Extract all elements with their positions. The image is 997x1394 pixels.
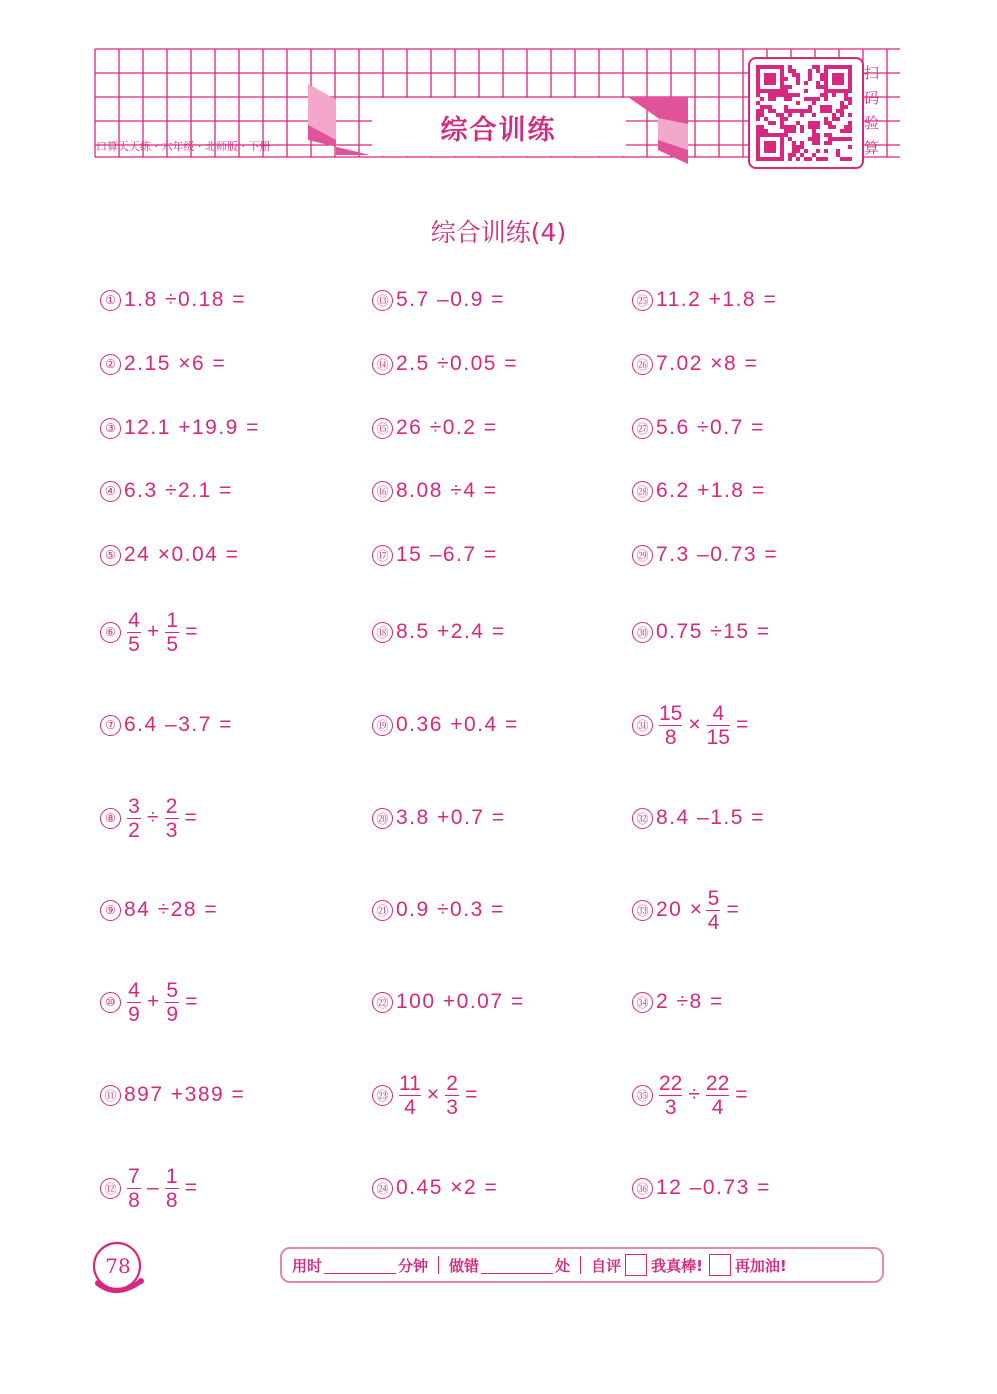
problem-number: ⑧ — [100, 808, 121, 829]
expression: 2.5 ÷0.05 = — [396, 352, 519, 375]
operator: = — [735, 713, 749, 736]
problem-item — [100, 1065, 245, 1125]
great-checkbox[interactable] — [625, 1254, 647, 1276]
problem-number: ⑪ — [100, 1085, 121, 1106]
fraction-numerator: 15 — [659, 701, 683, 725]
problem-number: ⑮ — [372, 418, 393, 439]
problem-number: ⑱ — [372, 622, 393, 643]
more-checkbox[interactable] — [709, 1254, 731, 1276]
problem-number: ㉝ — [632, 900, 653, 921]
problem-item — [372, 1065, 480, 1125]
problem-item — [372, 695, 519, 755]
fraction-numerator: 2 — [446, 1071, 458, 1095]
expression: 24 ×0.04 = — [124, 543, 240, 566]
problem-item — [632, 1065, 751, 1125]
operator: – — [147, 1176, 159, 1199]
problem-number: ⑬ — [372, 290, 393, 311]
fraction — [127, 1165, 141, 1212]
expression: 11.2 +1.8 = — [656, 288, 778, 311]
fraction — [445, 1072, 459, 1119]
problem-item — [372, 788, 506, 848]
fraction — [165, 795, 179, 842]
fraction-numerator: 1 — [165, 1164, 178, 1188]
problem-item — [100, 334, 226, 394]
fraction-numerator: 1 — [166, 608, 179, 632]
problem-number: ㉙ — [632, 545, 653, 566]
fraction — [127, 795, 141, 842]
fraction — [659, 1072, 682, 1119]
qr-code-icon — [750, 59, 858, 163]
operator: = — [184, 1176, 197, 1199]
problem-number: ⑫ — [100, 1178, 121, 1199]
self-evaluation-bar — [280, 1247, 884, 1283]
fraction — [707, 702, 730, 749]
expression: 15 –6.7 = — [396, 543, 498, 566]
fraction-numerator: 4 — [712, 701, 725, 725]
problem-item — [632, 602, 771, 662]
problem-number: ㉑ — [372, 900, 393, 921]
fraction-denominator: 5 — [166, 632, 179, 656]
expression: 8.4 –1.5 = — [656, 806, 765, 829]
expression: 0.45 ×2 = — [396, 1176, 499, 1199]
fraction-numerator: 4 — [128, 978, 140, 1002]
qr-char: 算 — [864, 139, 880, 157]
problem-item — [632, 525, 778, 585]
problem-item — [372, 602, 506, 662]
operator: = — [185, 620, 198, 643]
fraction-denominator: 5 — [128, 632, 140, 656]
problem-number: ⑳ — [372, 808, 393, 829]
expression: 6.4 –3.7 = — [124, 713, 233, 736]
fraction-denominator: 3 — [664, 1095, 677, 1119]
problem-item — [100, 880, 218, 940]
more-label: 再加油! — [734, 1256, 787, 1275]
expression: 8.08 ÷4 = — [396, 479, 498, 502]
fraction — [127, 609, 141, 656]
expression: 6.3 ÷2.1 = — [124, 479, 233, 502]
operator: + — [147, 990, 160, 1013]
divider — [438, 1256, 439, 1274]
operator: = — [185, 990, 198, 1013]
problem-item — [100, 1158, 200, 1218]
minutes-label: 分钟 — [398, 1256, 429, 1275]
operator: ÷ — [147, 806, 159, 829]
operator: × — [688, 713, 701, 736]
operator: ÷ — [688, 1083, 700, 1106]
problem-number: ③ — [100, 418, 121, 439]
expression: 6.2 +1.8 = — [656, 479, 766, 502]
fraction — [127, 979, 141, 1026]
qr-char: 扫 — [864, 64, 880, 82]
expression: 897 +389 = — [124, 1083, 246, 1106]
problem-number: ㉘ — [632, 481, 653, 502]
page-number: 78 — [105, 1254, 131, 1278]
problem-number: ㉛ — [632, 715, 653, 736]
problem-number: ⑰ — [372, 545, 393, 566]
fraction-numerator: 5 — [166, 978, 179, 1002]
problem-item — [372, 880, 505, 940]
fraction-denominator: 15 — [706, 725, 730, 749]
fraction-denominator: 3 — [446, 1095, 458, 1119]
expression: 7.3 –0.73 = — [656, 543, 779, 566]
fraction-denominator: 4 — [707, 910, 720, 934]
qr-char: 码 — [864, 89, 880, 107]
problem-number: ㉕ — [632, 290, 653, 311]
fraction-denominator: 4 — [404, 1095, 416, 1119]
expression: 100 +0.07 = — [396, 990, 525, 1013]
problem-item — [100, 525, 239, 585]
fraction-numerator: 3 — [128, 794, 140, 818]
problem-item — [100, 398, 260, 458]
expression: 0.75 ÷15 = — [656, 620, 771, 643]
problem-number: ㉚ — [632, 622, 653, 643]
divider — [580, 1256, 581, 1274]
fraction-denominator: 3 — [165, 818, 178, 842]
expression: 7.02 ×8 = — [656, 352, 759, 375]
places-label: 处 — [555, 1256, 571, 1275]
errors-input[interactable] — [481, 1257, 553, 1274]
problem-item — [372, 334, 518, 394]
errors-label: 做错 — [449, 1256, 480, 1275]
expression: 5.6 ÷0.7 = — [656, 416, 765, 439]
fraction — [706, 1072, 729, 1119]
problem-item — [372, 972, 525, 1032]
fraction-numerator: 5 — [707, 886, 720, 910]
expression: 0.9 ÷0.3 = — [396, 898, 505, 921]
operator: + — [147, 620, 160, 643]
problem-item — [100, 270, 246, 330]
fraction-denominator: 4 — [711, 1095, 724, 1119]
problem-number: ㉖ — [632, 354, 653, 375]
fraction-denominator: 8 — [165, 1188, 178, 1212]
problem-item — [100, 972, 201, 1032]
operator: = — [735, 1083, 748, 1106]
fraction-denominator: 9 — [128, 1002, 140, 1026]
operator: = — [465, 1083, 478, 1106]
problem-number: ㉗ — [632, 418, 653, 439]
expression: 2.15 ×6 = — [124, 352, 227, 375]
expression: 5.7 –0.9 = — [396, 288, 505, 311]
problem-number: ㉟ — [632, 1085, 653, 1106]
fraction-numerator: 7 — [128, 1164, 140, 1188]
fraction-denominator: 8 — [128, 1188, 140, 1212]
problem-number: ⑨ — [100, 900, 121, 921]
self-eval-label: 自评 — [591, 1256, 622, 1275]
qr-char: 验 — [864, 114, 880, 132]
fraction-numerator: 22 — [705, 1071, 730, 1095]
qr-code[interactable] — [748, 57, 864, 169]
fraction-numerator: 4 — [128, 608, 140, 632]
problem-item — [100, 461, 233, 521]
great-label: 我真棒! — [651, 1256, 703, 1275]
expression: 0.36 +0.4 = — [396, 713, 519, 736]
problem-number: ⑥ — [100, 622, 121, 643]
problem-number: ㉒ — [372, 992, 393, 1013]
section-title: 综合训练(4) — [430, 218, 567, 247]
problem-number: ② — [100, 354, 121, 375]
problem-number: ⑯ — [372, 481, 393, 502]
expression: 8.5 +2.4 = — [396, 620, 506, 643]
expression: 20 × — [656, 898, 704, 921]
problem-item — [100, 602, 201, 662]
problem-item — [100, 788, 200, 848]
operator: = — [726, 898, 739, 921]
fraction-numerator: 2 — [165, 794, 178, 818]
expression: 12 –0.73 = — [656, 1176, 771, 1199]
problem-item — [100, 695, 233, 755]
fraction-denominator: 8 — [664, 725, 677, 749]
fraction — [706, 887, 720, 934]
expression: 3.8 +0.7 = — [396, 806, 506, 829]
fraction-denominator: 9 — [166, 1002, 179, 1026]
problem-item — [632, 788, 765, 848]
problem-number: ⑩ — [100, 992, 121, 1013]
page-header — [0, 0, 997, 175]
problem-item — [632, 695, 751, 755]
problem-item — [372, 270, 505, 330]
header-title: 综合训练 — [440, 115, 557, 146]
fraction-denominator: 2 — [128, 818, 140, 842]
problem-number: ⑦ — [100, 715, 121, 736]
expression: 2 ÷8 = — [656, 990, 724, 1013]
problem-item — [632, 1158, 771, 1218]
problem-number: ㉓ — [372, 1085, 393, 1106]
expression: 12.1 +19.9 = — [124, 416, 260, 439]
fraction-numerator: 22 — [659, 1071, 683, 1095]
problem-item — [372, 398, 498, 458]
fraction — [399, 1072, 421, 1119]
problem-item — [632, 972, 724, 1032]
fraction — [659, 702, 682, 749]
problem-item — [372, 1158, 498, 1218]
book-label: 口算天天练 · 六年级 · 北师版 · 下册 — [96, 140, 271, 153]
expression: 84 ÷28 = — [124, 898, 219, 921]
fraction — [165, 1165, 179, 1212]
fraction — [165, 979, 179, 1026]
problem-item — [632, 270, 777, 330]
expression: 1.8 ÷0.18 = — [124, 288, 247, 311]
operator: = — [184, 806, 197, 829]
expression: 26 ÷0.2 = — [396, 416, 498, 439]
problem-number: ㉞ — [632, 992, 653, 1013]
problem-number: ⑤ — [100, 545, 121, 566]
problem-item — [372, 461, 498, 521]
problem-item — [632, 880, 742, 940]
problem-number: ⑭ — [372, 354, 393, 375]
time-label: 用时 — [292, 1256, 323, 1275]
problem-item — [632, 334, 758, 394]
problem-item — [372, 525, 498, 585]
problem-number: ⑲ — [372, 715, 393, 736]
problem-number: ㊱ — [632, 1178, 653, 1199]
problem-number: ① — [100, 290, 121, 311]
problem-number: ㉜ — [632, 808, 653, 829]
problem-number: ㉔ — [372, 1178, 393, 1199]
problem-number: ④ — [100, 481, 121, 502]
fraction-numerator: 11 — [399, 1071, 421, 1095]
problem-item — [632, 461, 766, 521]
time-input[interactable] — [324, 1257, 396, 1274]
operator: × — [426, 1083, 440, 1106]
problem-item — [632, 398, 765, 458]
fraction — [165, 609, 179, 656]
qr-caption — [864, 64, 888, 157]
